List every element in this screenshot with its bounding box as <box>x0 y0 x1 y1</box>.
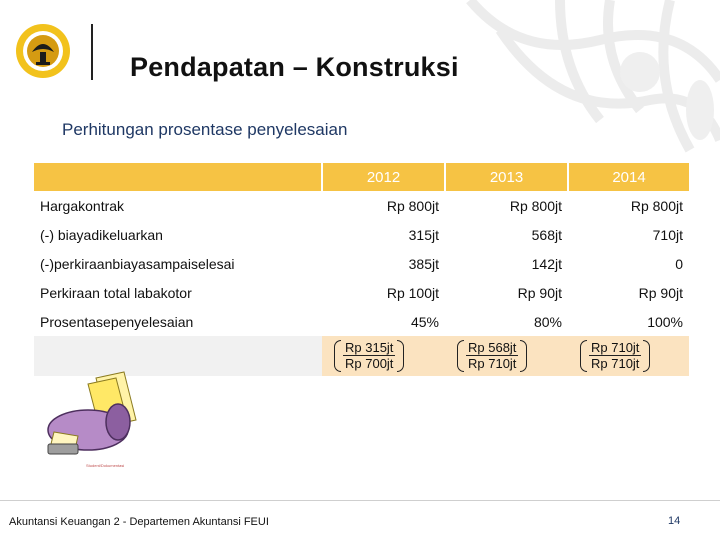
cell-value: Rp 800jt <box>630 197 683 214</box>
title-separator <box>91 24 93 80</box>
slide-title: Pendapatan – Konstruksi <box>130 52 459 82</box>
university-logo <box>14 22 72 80</box>
ratio-numerator: Rp 568jt <box>468 340 517 355</box>
footer-divider <box>0 500 720 501</box>
cell-value: 80% <box>533 313 562 330</box>
ratio-fraction <box>457 340 527 372</box>
ratio-numerator: Rp 710jt <box>591 340 640 355</box>
ratio-cell <box>322 336 445 376</box>
header-year: 2013 <box>445 163 568 191</box>
header-year: 2014 <box>568 163 689 191</box>
cell-value: Rp 90jt <box>517 284 562 301</box>
cell-value: Rp 800jt <box>509 197 562 214</box>
footer-text: Akuntansi Keuangan 2 - Departemen Akuntansi FEUI <box>9 516 269 528</box>
cell-value: 385jt <box>408 255 439 272</box>
header-blank <box>34 163 322 191</box>
ratio-fraction <box>580 340 650 372</box>
cell-value: 45% <box>410 313 439 330</box>
table-row <box>34 220 689 249</box>
row-label: (-) biayadikeluarkan <box>40 226 163 243</box>
ratio-numerator: Rp 315jt <box>345 340 394 355</box>
cell-value: 710jt <box>652 226 683 243</box>
cell-value: 315jt <box>408 226 439 243</box>
row-label: Perkiraan total labakotor <box>40 284 192 301</box>
ratio-fraction <box>334 340 404 372</box>
ratio-cell <box>568 336 689 376</box>
cell-value: 0 <box>675 255 683 272</box>
row-label: (-)perkiraanbiayasampaiselesai <box>40 255 235 272</box>
cell-value: 100% <box>647 313 683 330</box>
table-header-row <box>34 163 689 191</box>
cell-value: 142jt <box>531 255 562 272</box>
header-year: 2012 <box>322 163 445 191</box>
ratio-denominator: Rp 710jt <box>468 356 517 371</box>
clipart-caption: Student/Dokumentasi <box>86 463 125 468</box>
cell-value: Rp 90jt <box>638 284 683 301</box>
row-label: Hargakontrak <box>40 197 125 214</box>
table-row <box>34 278 689 307</box>
cell-value: Rp 100jt <box>386 284 439 301</box>
table-row <box>34 307 689 336</box>
cell-value: Rp 800jt <box>386 197 439 214</box>
table-row <box>34 191 689 220</box>
ratio-denominator: Rp 710jt <box>591 356 640 371</box>
printer-clipart <box>44 370 140 460</box>
ratio-denominator: Rp 700jt <box>345 356 394 371</box>
row-label: Prosentasepenyelesaian <box>40 313 194 330</box>
ratio-cell <box>445 336 568 376</box>
table-row <box>34 249 689 278</box>
page-number: 14 <box>668 515 681 527</box>
revenue-table <box>34 163 689 376</box>
slide-subtitle: Perhitungan prosentase penyelesaian <box>62 120 348 139</box>
cell-value: 568jt <box>531 226 562 243</box>
